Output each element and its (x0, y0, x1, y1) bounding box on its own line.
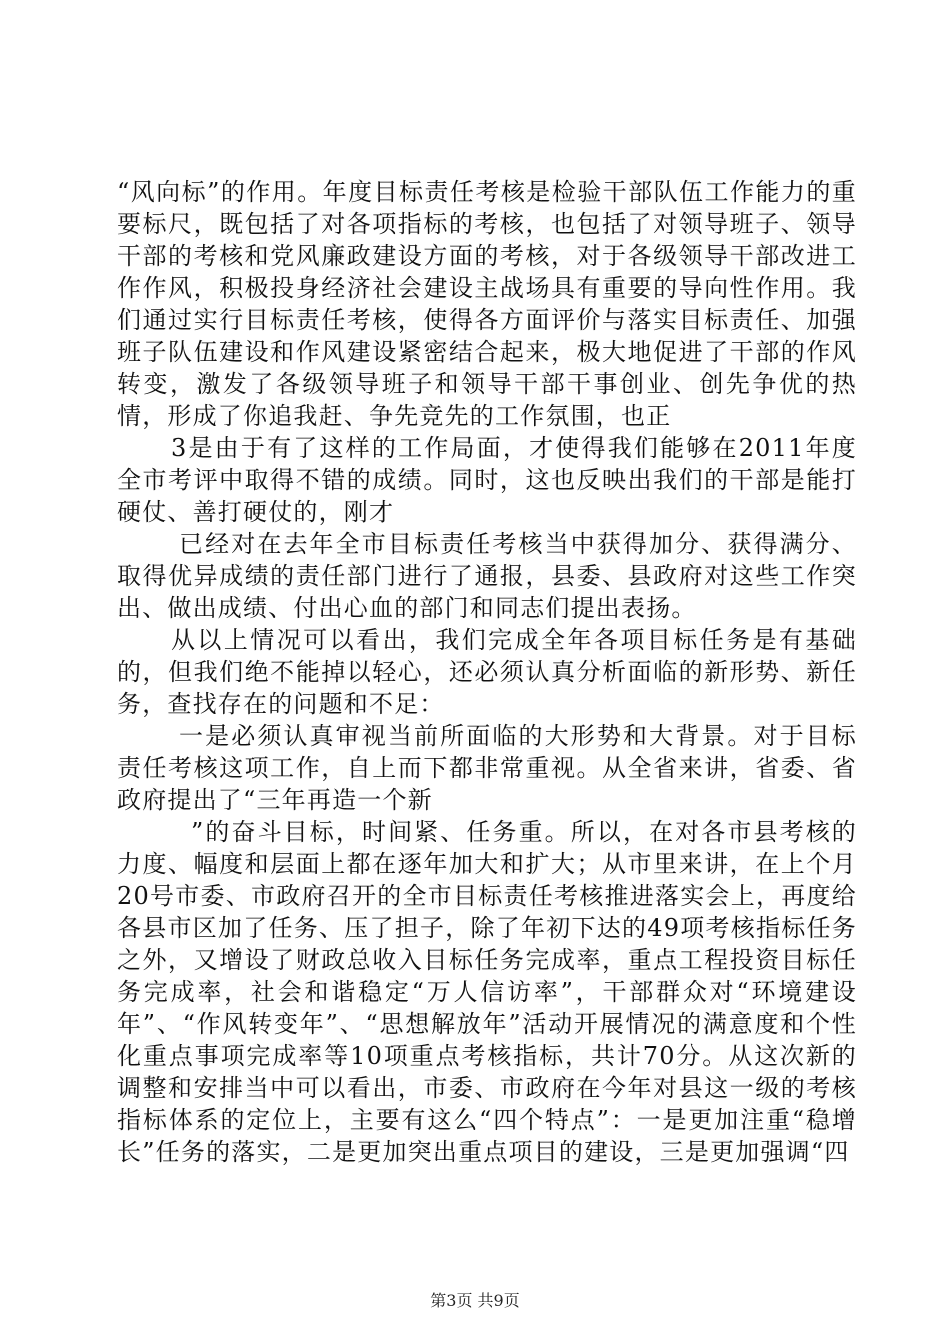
paragraph-6: ”的奋斗目标，时间紧、任务重。所以，在对各市县考核的力度、幅度和层面上都在逐年加大和扩大；从市里来讲，在上个月20号市委、市政府召开的全市目标责任考核推进落实会上，再度给各县市区加了任务、压了担子，除了年初下达的49项考核指标任务之外，又增设了财政总收入目标任务完成率，重点工程投资目标任务完成率，社会和谐稳定“万人信访率”，干部群众对“环境建设年”、“作风转变年”、“思想解放年”活动开展情况的满意度和个性化重点事项完成率等10项重点考核指标，共计70分。从这次新的调整和安排当中可以看出，市委、市政府在今年对县这一级的考核指标体系的定位上，主要有这么“四个特点”：一是更加注重“稳增长”任务的落实，二是更加突出重点项目的建设，三是更加强调“四 (117, 818, 857, 1166)
document-body (117, 176, 857, 1168)
page-number-footer: 第3页 共9页 (430, 1291, 520, 1310)
paragraph-4: 从以上情况可以看出，我们完成全年各项目标任务是有基础的，但我们绝不能掉以轻心，还必须认真分析面临的新形势、新任务，查找存在的问题和不足： (117, 626, 857, 718)
paragraph-3: 已经对在去年全市目标责任考核当中获得加分、获得满分、取得优异成绩的责任部门进行了通报，县委、县政府对这些工作突出、做出成绩、付出心血的部门和同志们提出表扬。 (117, 530, 857, 622)
paragraph-5: 一是必须认真审视当前所面临的大形势和大背景。对于目标责任考核这项工作，自上而下都非常重视。从全省来讲，省委、省政府提出了“三年再造一个新 (117, 722, 857, 814)
paragraph-2: 3是由于有了这样的工作局面，才使得我们能够在2011年度全市考评中取得不错的成绩。同时，这也反映出我们的干部是能打硬仗、善打硬仗的，刚才 (117, 434, 857, 526)
paragraph-1: “风向标”的作用。年度目标责任考核是检验干部队伍工作能力的重要标尺，既包括了对各项指标的考核，也包括了对领导班子、领导干部的考核和党风廉政建设方面的考核，对于各级领导干部改进工作作风，积极投身经济社会建设主战场具有重要的导向性作用。我们通过实行目标责任考核，使得各方面评价与落实目标责任、加强班子队伍建设和作风建设紧密结合起来，极大地促进了干部的作风转变，激发了各级领导班子和领导干部干事创业、创先争优的热情，形成了你追我赶、争先竞先的工作氛围，也正 (117, 178, 857, 430)
